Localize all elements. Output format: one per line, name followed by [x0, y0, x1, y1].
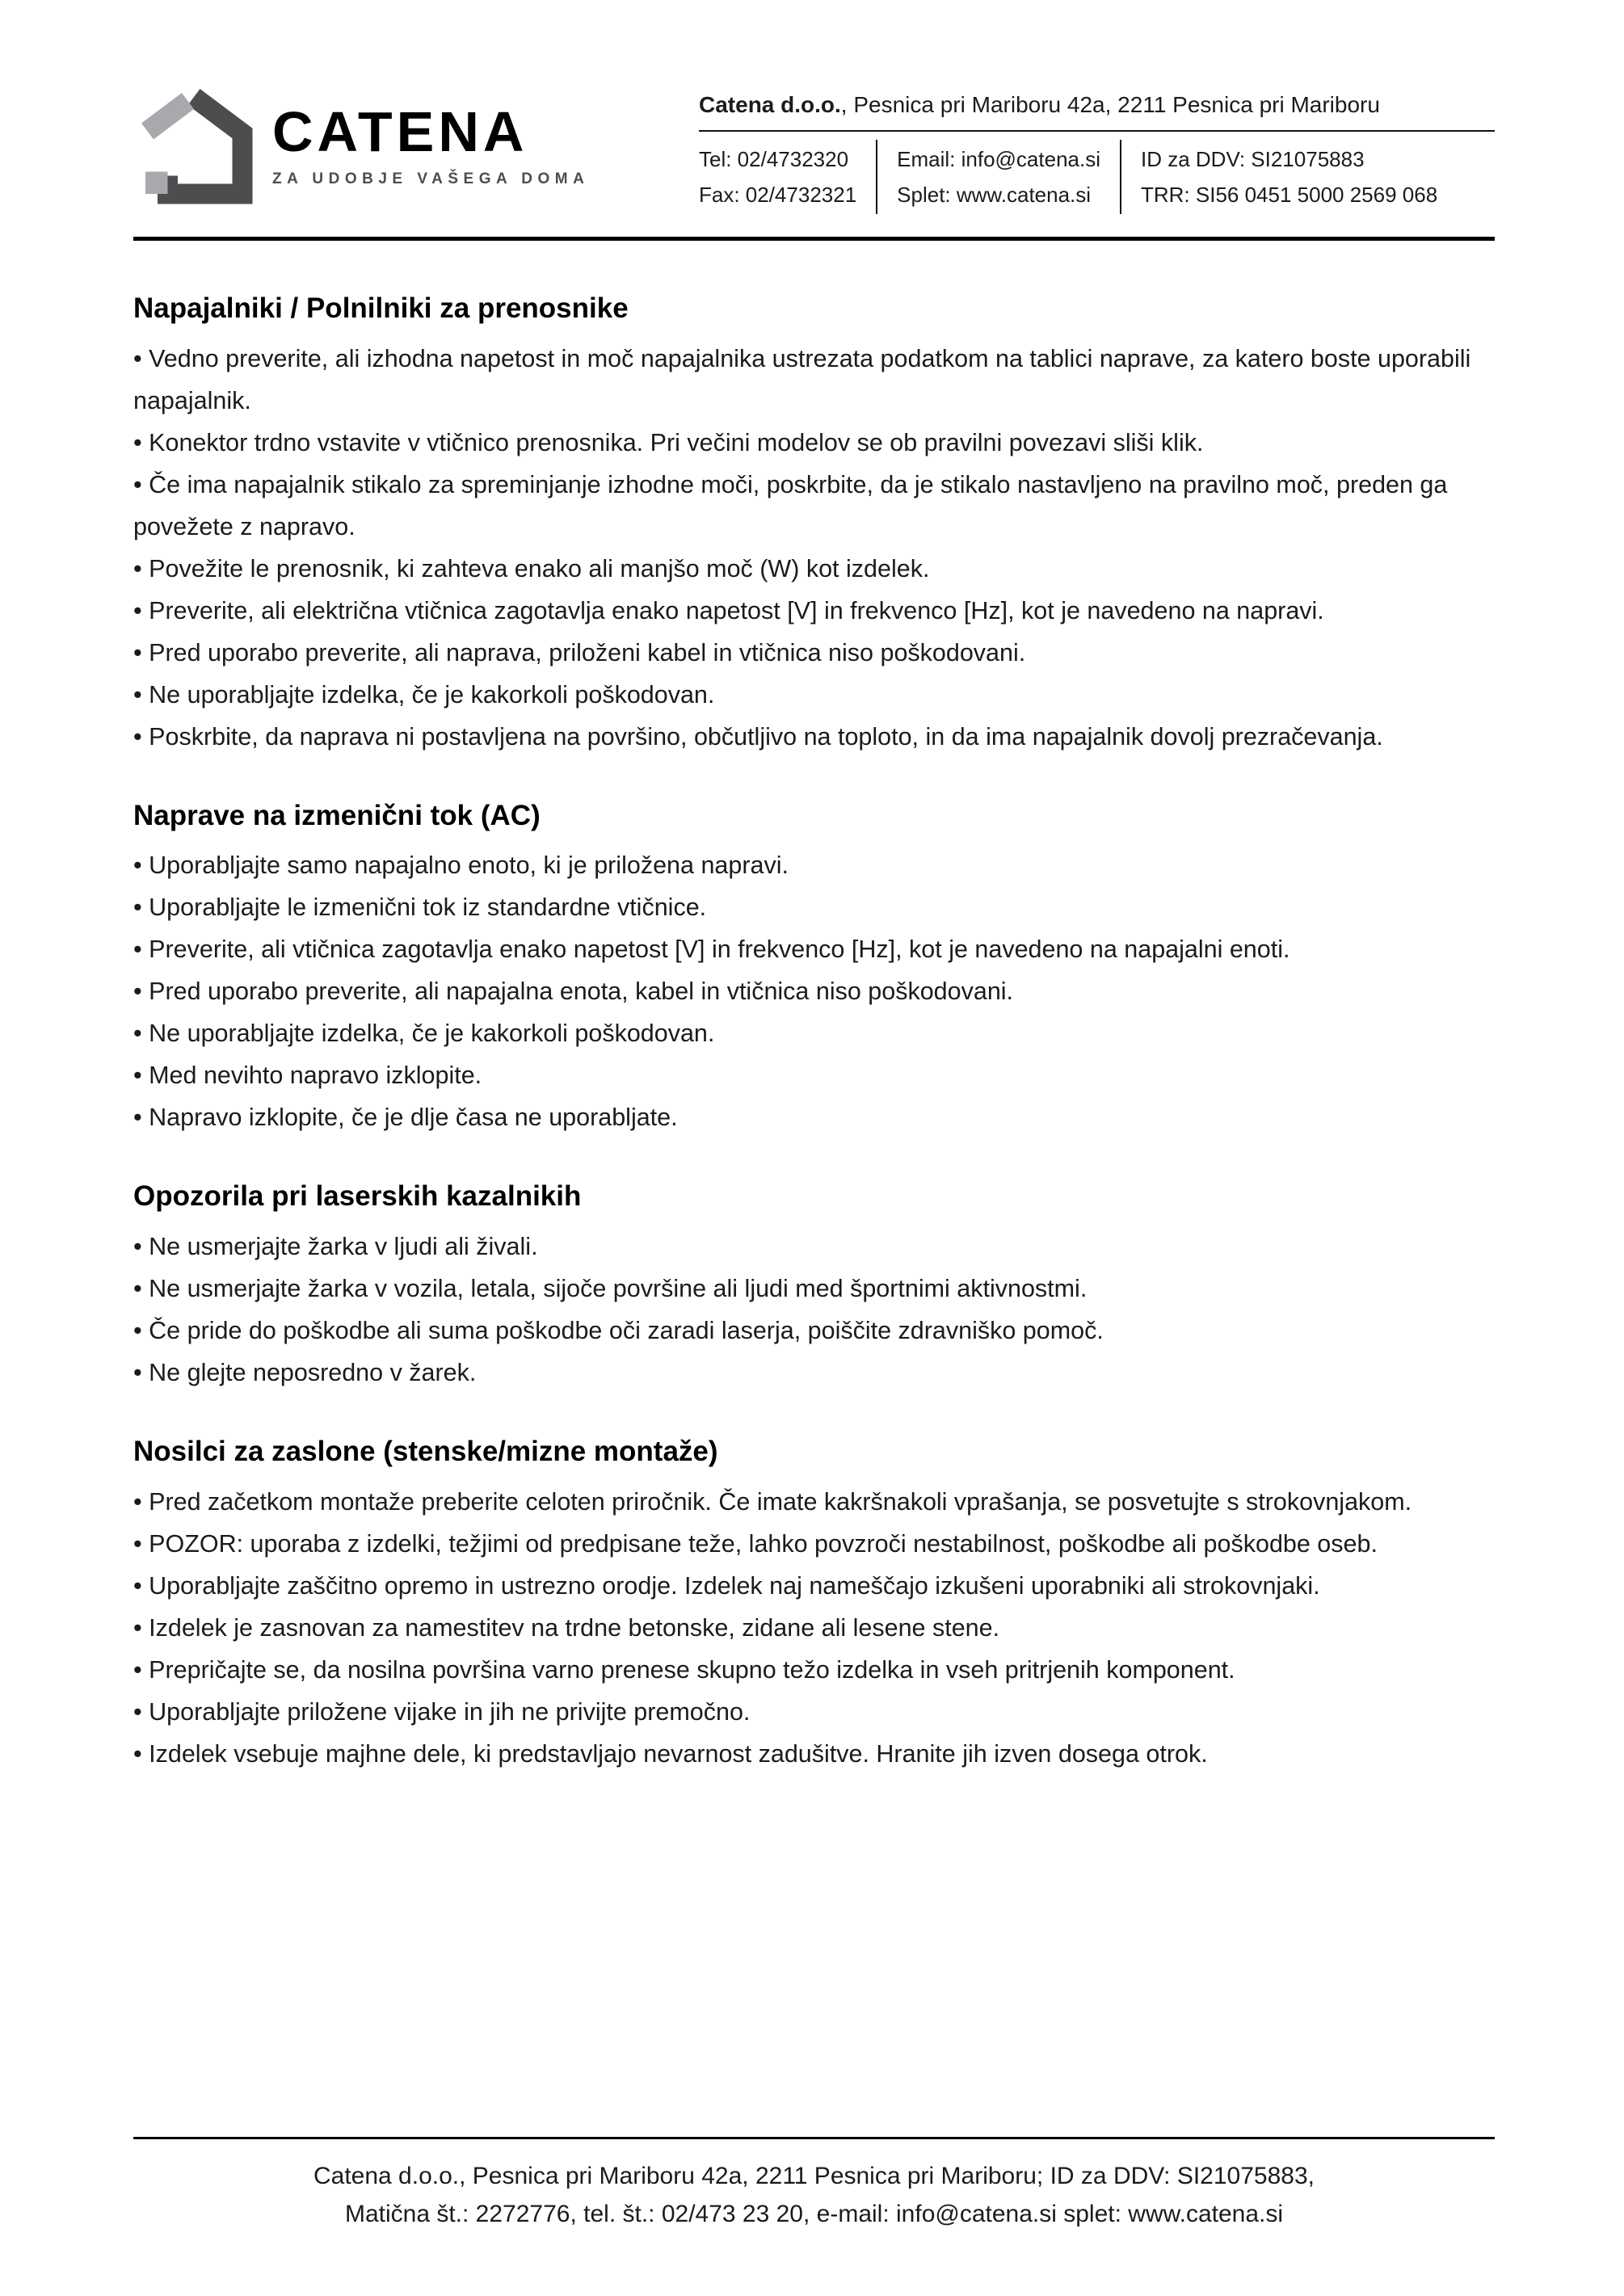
- section-title: Nosilci za zaslone (stenske/mizne montaže): [133, 1436, 718, 1468]
- house-icon: [133, 85, 255, 206]
- footer-line-1: Catena d.o.o., Pesnica pri Mariboru 42a, 2211 Pesnica pri Mariboru; ID za DDV: SI21075883,: [313, 2163, 1315, 2189]
- bullet-item: • Poskrbite, da naprava ni postavljena na površino, občutljivo na toploto, in da ima napajalnik dovolj prezračevanja.: [133, 722, 1383, 751]
- section-title: Napajalniki / Polnilniki za prenosnike: [133, 292, 629, 324]
- contact-bank-account: TRR: SI56 0451 5000 2569 068: [1141, 182, 1438, 207]
- section: [133, 291, 1495, 758]
- contact-col-phone: [699, 140, 876, 214]
- logo-tagline: ZA UDOBJE VAŠEGA DOMA: [272, 170, 590, 187]
- contact-vat-id: ID za DDV: SI21075883: [1141, 146, 1365, 171]
- company-address-line: [699, 90, 1495, 132]
- bullet-item: • Ne uporabljajte izdelka, če je kakorkoli poškodovan.: [133, 1020, 715, 1048]
- company-address: , Pesnica pri Mariboru 42a, 2211 Pesnica pri Mariboru: [840, 92, 1380, 117]
- bullet-item: • Pred uporabo preverite, ali naprava, priloženi kabel in vtičnica niso poškodovani.: [133, 638, 1026, 667]
- bullet-item: • Izdelek vsebuje majhne dele, ki predstavljajo nevarnost zadušitve. Hranite jih izven dosega otrok.: [133, 1739, 1208, 1768]
- document-header: [133, 85, 1495, 214]
- bullet-item: • Uporabljajte zaščitno opremo in ustrezno orodje. Izdelek naj nameščajo izkušeni uporabniki ali strokovnjaki.: [133, 1571, 1320, 1600]
- bullet-item: • Ne usmerjajte žarka v ljudi ali živali.: [133, 1233, 538, 1261]
- footer-line-2: Matična št.: 2272776, tel. št.: 02/473 23 20, e-mail: info@catena.si splet: www.catena.si: [344, 2201, 1284, 2227]
- section-title: Naprave na izmenični tok (AC): [133, 799, 541, 831]
- bullet-list: [133, 338, 1495, 758]
- bullet-item: • Vedno preverite, ali izhodna napetost in moč napajalnika ustrezata podatkom na tablici naprave, za katero boste uporabili napajalnik.: [133, 344, 1471, 414]
- contact-fax: Fax: 02/4732321: [699, 182, 857, 207]
- section-title: Opozorila pri laserskih kazalnikih: [133, 1180, 582, 1213]
- bullet-item: • Prepričajte se, da nosilna površina varno prenese skupno težo izdelka in vseh pritrjenih komponent.: [133, 1655, 1235, 1684]
- company-logo: [133, 85, 589, 206]
- document-footer: [133, 2137, 1495, 2233]
- bullet-item: • Preverite, ali vtičnica zagotavlja enako napetost [V] in frekvenco [Hz], kot je navedeno na napajalni enoti.: [133, 936, 1290, 964]
- bullet-item: • Preverite, ali električna vtičnica zagotavlja enako napetost [V] in frekvenco [Hz], kot je navedeno na napravi.: [133, 596, 1324, 624]
- contact-col-web: [876, 140, 1120, 214]
- contact-website: Splet: www.catena.si: [897, 182, 1092, 207]
- bullet-item: • Ne glejte neposredno v žarek.: [133, 1359, 477, 1387]
- bullet-item: • Uporabljajte le izmenični tok iz standardne vtičnice.: [133, 894, 707, 922]
- bullet-list: [133, 1481, 1495, 1775]
- bullet-list: [133, 844, 1495, 1138]
- contact-email: Email: info@catena.si: [897, 146, 1100, 171]
- contact-grid: [699, 132, 1495, 214]
- section: [133, 798, 1495, 1139]
- company-name: Catena d.o.o.: [699, 92, 841, 117]
- bullet-item: • Pred uporabo preverite, ali napajalna enota, kabel in vtičnica niso poškodovani.: [133, 978, 1014, 1006]
- bullet-item: • Ne uporabljajte izdelka, če je kakorkoli poškodovan.: [133, 680, 715, 709]
- footer-divider-rule: [133, 2137, 1495, 2139]
- bullet-item: • Med nevihto napravo izklopite.: [133, 1062, 482, 1090]
- logo-name: CATENA: [272, 99, 528, 163]
- bullet-item: • Če pride do poškodbe ali suma poškodbe oči zaradi laserja, poiščite zdravniško pomoč.: [133, 1317, 1104, 1345]
- bullet-item: • Uporabljajte samo napajalno enoto, ki je priložena napravi.: [133, 852, 789, 880]
- contact-tel: Tel: 02/4732320: [699, 146, 849, 171]
- bullet-item: • Konektor trdno vstavite v vtičnico prenosnika. Pri večini modelov se ob pravilni povezavi sliši klik.: [133, 428, 1204, 456]
- contact-col-tax: [1120, 140, 1457, 214]
- bullet-list: [133, 1226, 1495, 1394]
- header-contact-block: [699, 85, 1495, 214]
- bullet-item: • Ne usmerjajte žarka v vozila, letala, sijoče površine ali ljudi med športnimi aktivnostmi.: [133, 1275, 1088, 1303]
- bullet-item: • POZOR: uporaba z izdelki, težjimi od predpisane teže, lahko povzroči nestabilnost, poškodbe ali poškodbe oseb.: [133, 1529, 1378, 1558]
- section: [133, 1179, 1495, 1394]
- document-body: [133, 241, 1495, 1775]
- bullet-item: • Pred začetkom montaže preberite celoten priročnik. Če imate kakršnakoli vprašanja, se posvetujte s strokovnjakom.: [133, 1487, 1412, 1516]
- logo-text: [272, 99, 590, 188]
- bullet-item: • Izdelek je zasnovan za namestitev na trdne betonske, zidane ali lesene stene.: [133, 1613, 1000, 1642]
- bullet-item: • Če ima napajalnik stikalo za spreminjanje izhodne moči, poskrbite, da je stikalo nastavljeno na pravilno moč, preden ga povežete z napravo.: [133, 470, 1448, 540]
- bullet-item: • Uporabljajte priložene vijake in jih ne privijte premočno.: [133, 1697, 751, 1726]
- bullet-item: • Povežite le prenosnik, ki zahteva enako ali manjšo moč (W) kot izdelek.: [133, 554, 930, 582]
- bullet-item: • Napravo izklopite, če je dlje časa ne uporabljate.: [133, 1104, 678, 1132]
- section: [133, 1434, 1495, 1775]
